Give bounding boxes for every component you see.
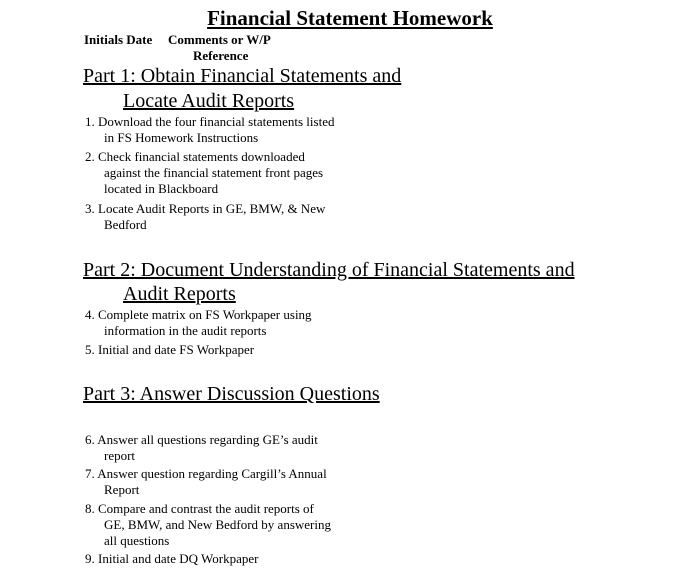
list-item-2-line1: 2. Check financial statements downloaded xyxy=(85,149,305,164)
list-item-8-line2: GE, BMW, and New Bedford by answering xyxy=(104,517,331,532)
list-item-7-line2: Report xyxy=(104,482,140,497)
list-item-7-line1: 7. Answer question regarding Cargill’s Annual xyxy=(85,466,327,481)
part2-heading-line1: Part 2: Document Understanding of Financial Statements and xyxy=(83,259,575,281)
header-reference: Reference xyxy=(193,48,249,63)
list-item-6-line2: report xyxy=(104,448,136,463)
list-item-1-line1: 1. Download the four financial statements listed xyxy=(85,114,335,129)
list-item-2-line2: against the financial statement front pages xyxy=(104,165,324,180)
list-item-6-line1: 6. Answer all questions regarding GE’s audit xyxy=(85,432,318,447)
part1-heading-line1: Part 1: Obtain Financial Statements and xyxy=(83,65,402,87)
list-item-5-line1: 5. Initial and date FS Workpaper xyxy=(85,342,255,357)
list-item-9-line1: 9. Initial and date DQ Workpaper xyxy=(85,551,259,566)
document-title: Financial Statement Homework xyxy=(207,6,493,30)
list-item-2-line3: located in Blackboard xyxy=(104,181,219,196)
list-item-4-line2: information in the audit reports xyxy=(104,323,267,338)
header-comments: Comments or W/P xyxy=(168,32,271,47)
part1-heading-line2: Locate Audit Reports xyxy=(123,90,295,112)
part2-heading-line2: Audit Reports xyxy=(123,283,236,305)
list-item-1-line2: in FS Homework Instructions xyxy=(104,130,259,145)
list-item-8-line3: all questions xyxy=(104,533,170,548)
part3-heading-line1: Part 3: Answer Discussion Questions xyxy=(83,383,380,405)
list-item-3-line2: Bedford xyxy=(104,217,147,232)
list-item-4-line1: 4. Complete matrix on FS Workpaper using xyxy=(85,307,312,322)
header-initials-date: Initials Date xyxy=(84,32,153,47)
list-item-8-line1: 8. Compare and contrast the audit reports of xyxy=(85,501,314,516)
list-item-3-line1: 3. Locate Audit Reports in GE, BMW, & New xyxy=(85,201,326,216)
